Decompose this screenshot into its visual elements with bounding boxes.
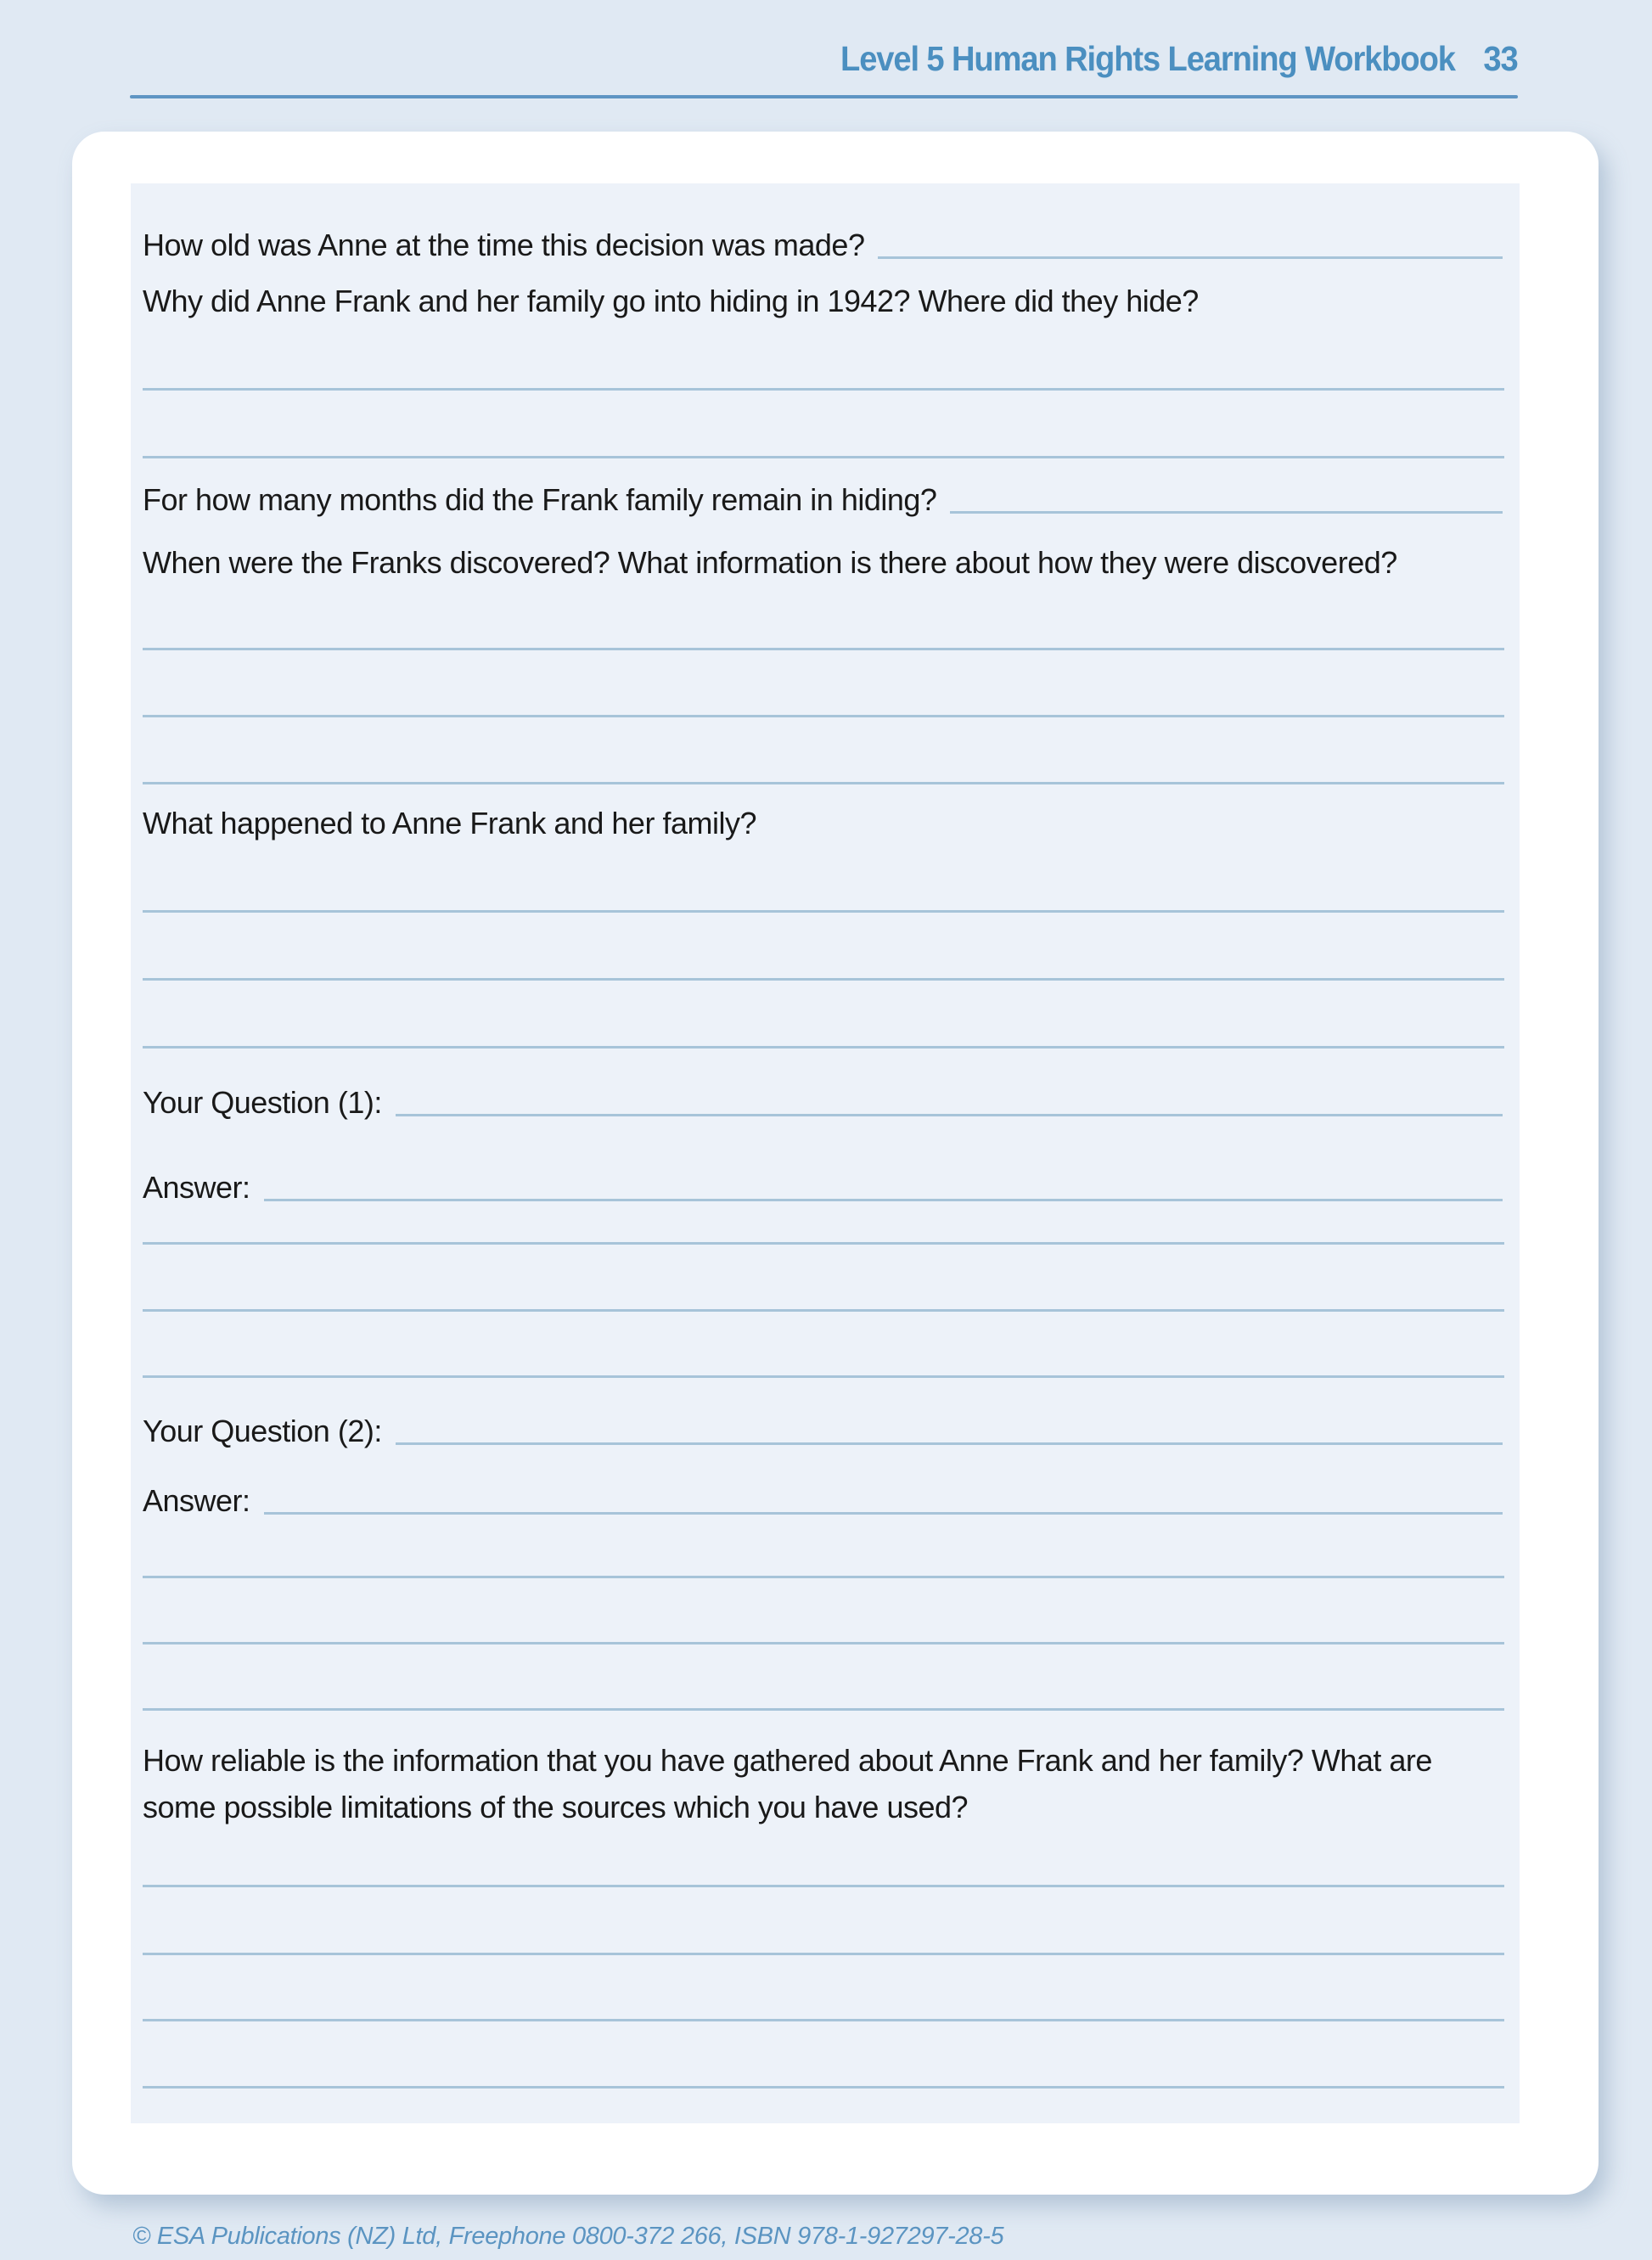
- answer-line: [143, 1642, 1504, 1644]
- answer-line: [143, 1708, 1504, 1711]
- answer-line: [143, 1046, 1504, 1048]
- answer-fill-line: [396, 1442, 1503, 1445]
- answer-fill-line: [264, 1512, 1503, 1515]
- your-question-2-label: Your Question (2):: [143, 1414, 382, 1448]
- page-number: 33: [1483, 39, 1518, 78]
- answer-fill-line: [950, 511, 1503, 514]
- answer-fill-line: [878, 256, 1503, 259]
- workbook-title: Level 5 Human Rights Learning Workbook: [840, 39, 1456, 78]
- answer-line: [143, 456, 1504, 458]
- your-question-2-row: [143, 1412, 1504, 1451]
- your-question-1-label: Your Question (1):: [143, 1085, 382, 1120]
- answer-line: [143, 1375, 1504, 1378]
- answer-line: [143, 1576, 1504, 1578]
- answer-line: [143, 910, 1504, 913]
- answer-line: [143, 1242, 1504, 1245]
- answer-fill-line: [264, 1199, 1503, 1201]
- question-hiding: Why did Anne Frank and her family go into hiding in 1942? Where did they hide?: [143, 284, 1199, 318]
- publisher-imprint: © ESA Publications (NZ) Ltd, Freephone 0800-372 266, ISBN 978-1-927297-28-5: [132, 2223, 1004, 2250]
- question-row-age: [143, 226, 1504, 265]
- answer-line: [143, 1309, 1504, 1312]
- your-question-1-row: [143, 1083, 1504, 1122]
- answer-1-label: Answer:: [143, 1170, 250, 1205]
- answer-2-label: Answer:: [143, 1483, 250, 1518]
- answer-line: [143, 1953, 1504, 1955]
- answer-1-row: [143, 1168, 1504, 1207]
- question-row-months: [143, 481, 1504, 520]
- question-happened: What happened to Anne Frank and her family?: [143, 806, 756, 840]
- question-age: How old was Anne at the time this decision was made?: [143, 228, 865, 262]
- worksheet-card: [72, 132, 1599, 2195]
- answer-line: [143, 2019, 1504, 2021]
- answer-line: [143, 388, 1504, 391]
- question-months: For how many months did the Frank family remain in hiding?: [143, 482, 937, 517]
- answer-line: [143, 2086, 1504, 2089]
- page-header: [840, 39, 1518, 79]
- answer-line: [143, 648, 1504, 650]
- question-row-happened: [143, 804, 1504, 843]
- answer-2-row: [143, 1481, 1504, 1521]
- worksheet-panel: [131, 183, 1520, 2123]
- question-discovered: When were the Franks discovered? What information is there about how they were discovered?: [143, 545, 1397, 580]
- answer-line: [143, 1885, 1504, 1887]
- answer-line: [143, 782, 1504, 784]
- answer-fill-line: [396, 1114, 1503, 1116]
- header-divider: [130, 95, 1518, 98]
- answer-line: [143, 715, 1504, 717]
- answer-line: [143, 978, 1504, 981]
- question-row-discovered: [143, 543, 1504, 582]
- question-row-hiding: [143, 282, 1504, 321]
- question-reliable: How reliable is the information that you have gathered about Anne Frank and her family? What are some possible limitations of the sources which you have used?: [143, 1743, 1432, 1824]
